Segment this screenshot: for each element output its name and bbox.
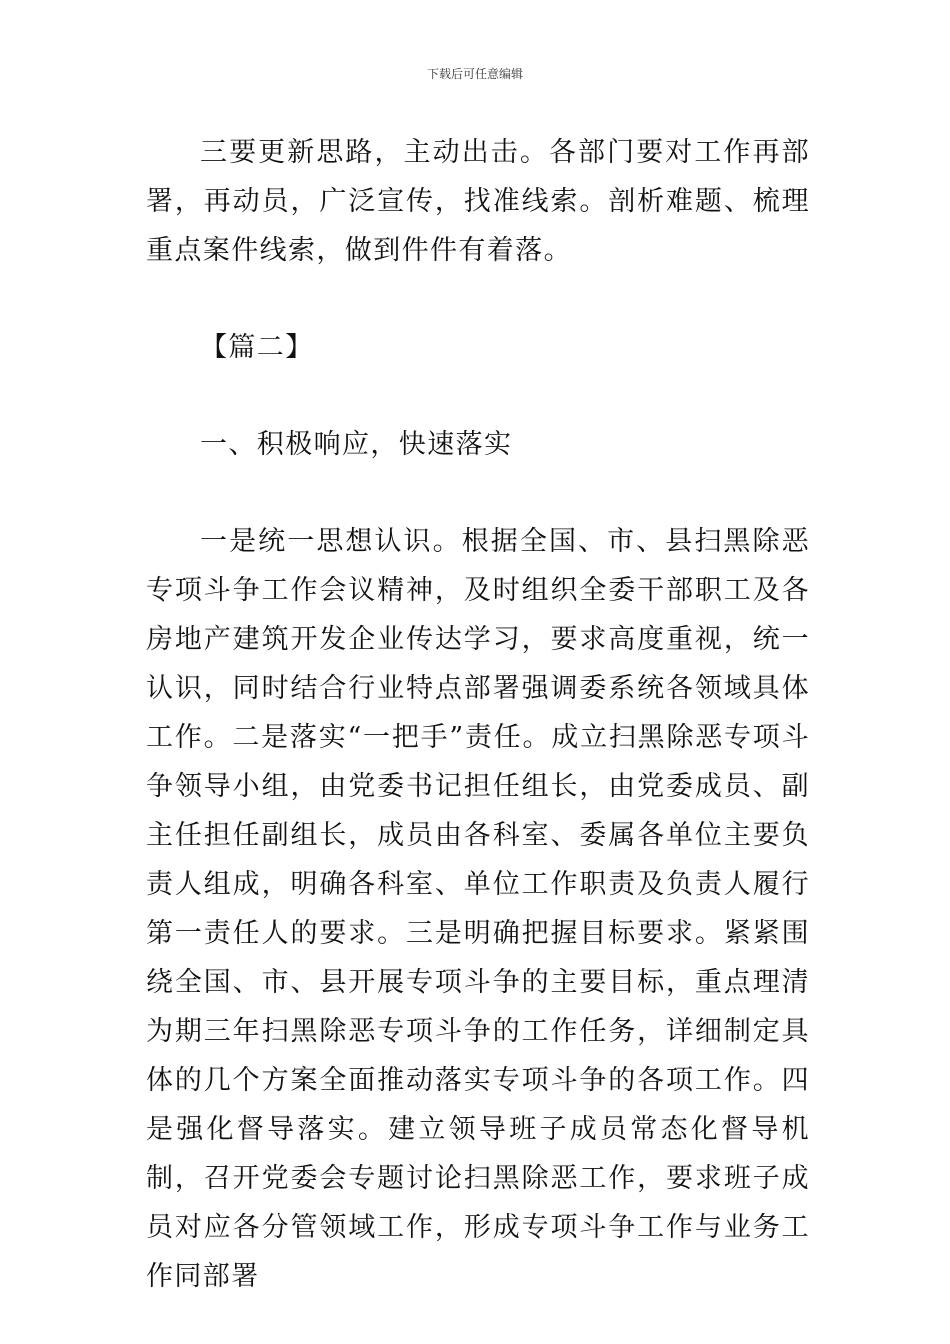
section-title: 【篇二】 (200, 332, 314, 363)
page-header: 下载后可任意编辑 (426, 67, 523, 81)
paragraph-1: 三要更新思路，主动出击。各部门要对工作再部署，再动员，广泛宣传，找准线索。剖析难题、梳理重点案件线索，做到件件有着落。 (146, 137, 810, 266)
paragraph-2: 一是统一思想认识。根据全国、市、县扫黑除恶专项斗争工作会议精神，及时组织全委干部职工及各房地产建筑开发企业传达学习，要求高度重视，统一认识，同时结合行业特点部署强调委系统各领域具体工作。二是落实“一把手”责任。成立扫黑除恶专项斗争领导小组，由党委书记担任组长，由党委成员、副主任担任副组长，成员由各科室、委属各单位主要负责人组成，明确各科室、单位工作职责及负责人履行第一责任人的要求。三是明确把握目标要求。紧紧围绕全国、市、县开展专项斗争的主要目标，重点理清为期三年扫黑除恶专项斗争的工作任务，详细制定具体的几个方案全面推动落实专项斗争的各项工作。四是强化督导落实。建立领导班子成员常态化督导机制，召开党委会专题讨论扫黑除恶工作，要求班子成员对应各分管领域工作，形成专项斗争工作与业务工作同部署 (146, 526, 810, 1292)
document-body (146, 128, 810, 1301)
subheading: 一、积极响应，快速落实 (200, 429, 513, 460)
